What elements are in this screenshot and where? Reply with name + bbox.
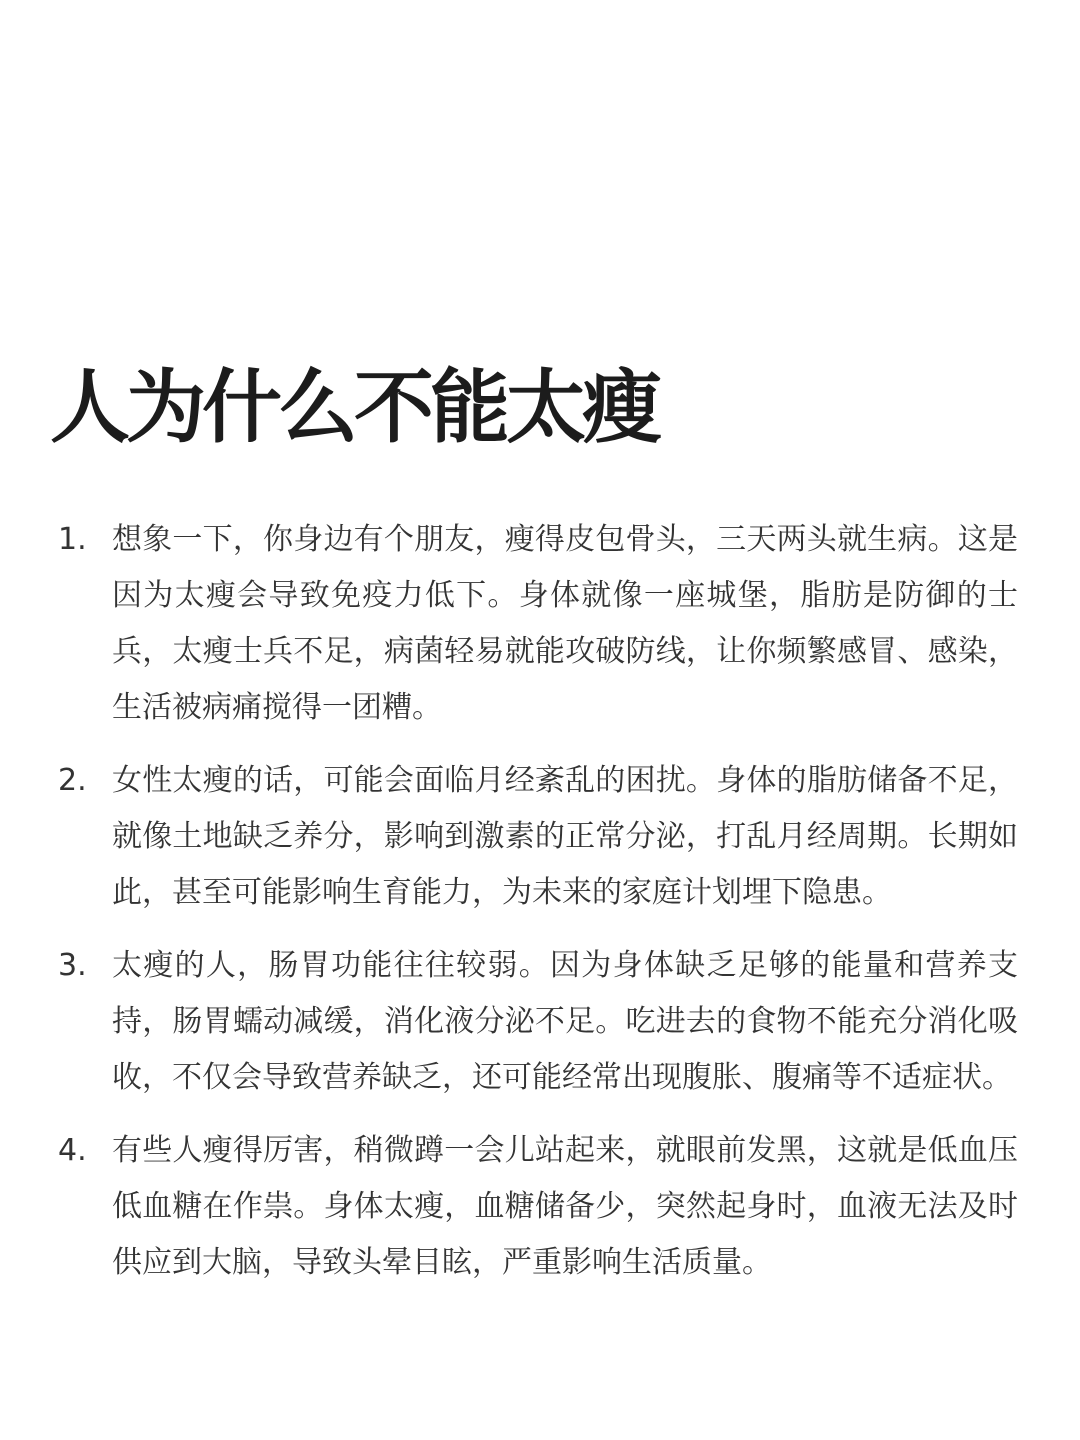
- list-item: [58, 512, 1018, 736]
- list-item-text: 有些人瘦得厉害，稍微蹲一会儿站起来，就眼前发黑，这就是低血压低血糖在作祟。身体太瘦，血糖储备少，突然起身时，血液无法及时供应到大脑，导致头晕目眩，严重影响生活质量。: [112, 1133, 1018, 1280]
- list-item-number: 3.: [58, 948, 87, 983]
- list-item-text: 想象一下，你身边有个朋友，瘦得皮包骨头，三天两头就生病。这是因为太瘦会导致免疫力低下。身体就像一座城堡，脂肪是防御的士兵，太瘦士兵不足，病菌轻易就能攻破防线，让你频繁感冒、感染，生活被病痛搅得一团糟。: [112, 522, 1018, 725]
- list-item: [58, 1123, 1018, 1291]
- list-item: [58, 753, 1018, 921]
- reasons-list: [58, 512, 1018, 1308]
- page-title: 人为什么不能太瘦: [50, 361, 658, 454]
- list-item: [58, 938, 1018, 1106]
- list-item-number: 1.: [58, 522, 87, 557]
- list-item-text: 太瘦的人，肠胃功能往往较弱。因为身体缺乏足够的能量和营养支持，肠胃蠕动减缓，消化液分泌不足。吃进去的食物不能充分消化吸收，不仅会导致营养缺乏，还可能经常出现腹胀、腹痛等不适症状。: [112, 948, 1018, 1095]
- list-item-text: 女性太瘦的话，可能会面临月经紊乱的困扰。身体的脂肪储备不足，就像土地缺乏养分，影响到激素的正常分泌，打乱月经周期。长期如此，甚至可能影响生育能力，为未来的家庭计划埋下隐患。: [112, 763, 1018, 910]
- list-item-number: 4.: [58, 1133, 87, 1168]
- list-item-number: 2.: [58, 763, 87, 798]
